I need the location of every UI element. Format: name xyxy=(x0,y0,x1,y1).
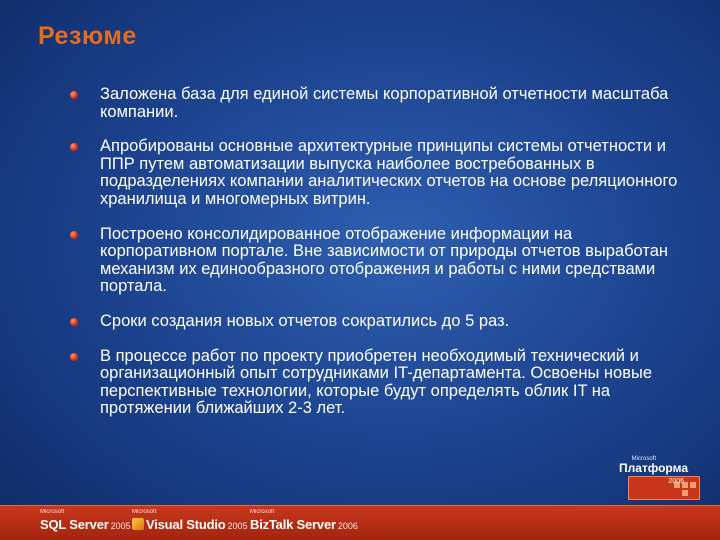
bullet-dot-icon xyxy=(70,318,78,326)
product-brand: Microsoft xyxy=(132,509,157,515)
product-year: 2005 xyxy=(227,521,248,531)
bullet-dot-icon xyxy=(70,231,78,239)
bullet-dot-icon xyxy=(70,91,78,99)
footer-bar xyxy=(0,505,720,540)
slide-title: Резюме xyxy=(38,22,137,50)
bullet-item xyxy=(70,313,682,331)
bullet-dot-icon xyxy=(70,353,78,361)
platform-brand: Microsoft xyxy=(631,456,656,462)
bullet-text: Апробированы основные архитектурные принципы системы отчетности и ППР путем автоматизации выпуска наиболее востребованных в подразделениях компании аналитических отчетов на основе реляционного хранилища и многомерных витрин. xyxy=(100,137,678,208)
bullet-text: Построено консолидированное отображение информации на корпоративном портале. Вне зависимости от природы отчетов выработан механизм их единообразного отображения и работы с ними средствами портала. xyxy=(100,224,669,296)
product-logo-biztalk-server xyxy=(250,509,358,534)
product-name: SQL Server xyxy=(40,517,109,532)
product-brand: Microsoft xyxy=(40,509,65,515)
product-year: 2005 xyxy=(110,521,131,531)
product-brand: Microsoft xyxy=(250,509,275,515)
platform-logo xyxy=(620,456,700,500)
bullet-item xyxy=(70,226,682,296)
bullet-list xyxy=(70,86,682,435)
product-name: BizTalk Server xyxy=(250,517,336,532)
bullet-item xyxy=(70,138,682,208)
product-logo-visual-studio xyxy=(132,509,248,534)
product-logo-sql-server xyxy=(40,509,131,534)
product-year: 2006 xyxy=(337,521,358,531)
platform-name: Платформа xyxy=(618,461,688,475)
visual-studio-icon xyxy=(132,518,144,530)
bullet-text: Заложена база для единой системы корпоративной отчетности масштаба компании. xyxy=(100,85,669,121)
bullet-text: Сроки создания новых отчетов сократились до 5 раз. xyxy=(100,311,510,330)
platform-year: 2006 xyxy=(668,478,684,485)
product-name: Visual Studio xyxy=(146,517,226,532)
bullet-text: В процессе работ по проекту приобретен необходимый технический и организационный опыт сотрудниками IT-департамента. Освоены новые перспективные технологии, которые будут определять облик IT на протяжении ближайших 2-3 лет. xyxy=(100,346,652,418)
bullet-dot-icon xyxy=(70,143,78,151)
bullet-item xyxy=(70,86,682,121)
bullet-item xyxy=(70,348,682,418)
